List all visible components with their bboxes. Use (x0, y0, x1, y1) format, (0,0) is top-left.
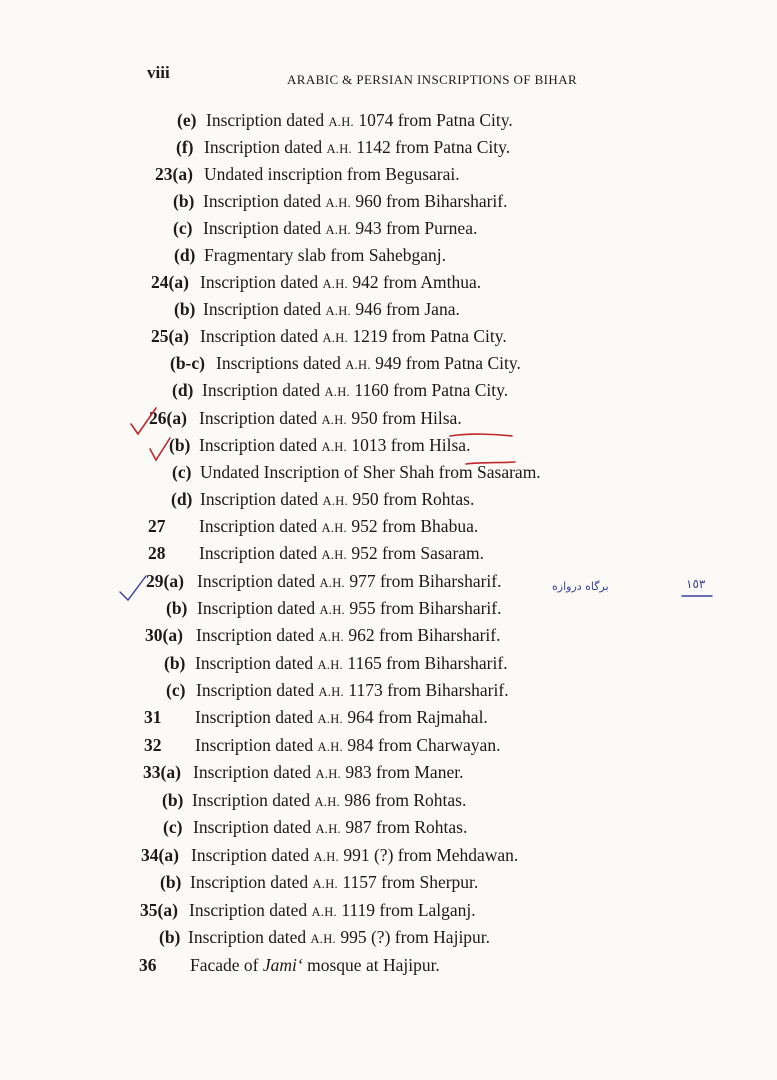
entry-text: Inscription dated (196, 680, 315, 700)
entry-text: Inscription dated (191, 845, 310, 865)
era-label: A.H. (311, 905, 337, 919)
entry-detail: 949 from Patna City. (375, 353, 521, 373)
entry-label: (b) (164, 653, 186, 673)
entry-detail: 955 from Biharsharif. (349, 598, 502, 618)
entry-label: 23(a) (155, 164, 193, 184)
entry-text: Inscription dated (200, 272, 319, 292)
entry-text: Inscription dated (195, 707, 314, 727)
era-label: A.H. (321, 440, 347, 454)
entry-text: Inscriptions dated (216, 353, 341, 373)
entry-label: 31 (144, 707, 162, 727)
entry-detail: 1119 from Lalganj. (341, 900, 476, 920)
era-label: A.H. (318, 630, 344, 644)
era-label: A.H. (324, 385, 350, 399)
entry-label: (b) (173, 191, 195, 211)
entry-detail: 960 from Biharsharif. (355, 191, 508, 211)
entry-label: 32 (144, 735, 162, 755)
entry-label: (f) (176, 137, 194, 157)
page-reference: ١٥٣ (686, 577, 706, 591)
entry-text: Inscription dated (202, 380, 321, 400)
entry-detail: mosque at Hajipur. (307, 955, 440, 975)
entry-text: Inscription dated (197, 598, 316, 618)
entry-detail: 942 from Amthua. (352, 272, 482, 292)
entry-text: Inscription dated (193, 762, 312, 782)
entry-label: 25(a) (151, 326, 189, 346)
era-label: A.H. (319, 603, 345, 617)
entry-label: (c) (173, 218, 193, 238)
era-label: A.H. (312, 877, 338, 891)
era-label: A.H. (322, 331, 348, 345)
check-mark-29a (120, 576, 146, 600)
entry-text: Inscription dated (193, 817, 312, 837)
era-label: A.H. (326, 142, 352, 156)
entry-detail: 964 from Rajmahal. (347, 707, 488, 727)
entry-text: Fragmentary slab from Sahebganj. (204, 245, 447, 265)
entry-text: Inscription dated (190, 872, 309, 892)
entry-text: Undated inscription from Begusarai. (204, 164, 460, 184)
era-label: A.H. (317, 712, 343, 726)
entry-text: Inscription dated (188, 927, 307, 947)
entry-text: Inscription dated (199, 516, 318, 536)
entry-detail: 946 from Jana. (355, 299, 460, 319)
entry-detail: 984 from Charwayan. (347, 735, 501, 755)
entry-detail: 1013 from Hilsa. (351, 435, 471, 455)
era-label: A.H. (317, 658, 343, 672)
era-label: A.H. (313, 850, 339, 864)
check-mark-26b (150, 438, 170, 460)
era-label: A.H. (345, 358, 371, 372)
entry-detail: 943 from Purnea. (355, 218, 478, 238)
entry-text: Inscription dated (206, 110, 325, 130)
entry-label: (b) (169, 435, 191, 455)
era-label: A.H. (325, 196, 351, 210)
entry-detail: 950 from Rohtas. (352, 489, 475, 509)
era-label: A.H. (317, 740, 343, 754)
entry-label: (b) (160, 872, 182, 892)
italic-term: Jami‘ (262, 955, 303, 975)
entry-detail: 1157 from Sherpur. (342, 872, 479, 892)
entry-label: (d) (171, 489, 193, 509)
entry-text: Inscription dated (195, 653, 314, 673)
entry-detail: 977 from Biharsharif. (349, 571, 502, 591)
era-label: A.H. (328, 115, 354, 129)
entry-text: Inscription dated (204, 137, 323, 157)
entry-label: 26(a) (149, 408, 187, 428)
entry-detail: 987 from Rohtas. (345, 817, 468, 837)
entry-label: 28 (148, 543, 166, 563)
entry-label: (c) (166, 680, 186, 700)
entry-label: (b) (166, 598, 188, 618)
running-title: ARABIC & PERSIAN INSCRIPTIONS OF BIHAR (287, 72, 578, 87)
entry-detail: 1219 from Patna City. (352, 326, 507, 346)
era-label: A.H. (325, 304, 351, 318)
page-number: viii (147, 63, 170, 82)
era-label: A.H. (322, 277, 348, 291)
entry-text: Inscription dated (200, 489, 319, 509)
entry-text: Inscription dated (196, 625, 315, 645)
era-label: A.H. (321, 548, 347, 562)
entry-detail: 952 from Bhabua. (351, 516, 479, 536)
entry-text: Inscription dated (203, 218, 322, 238)
entry-label: (e) (177, 110, 197, 130)
era-label: A.H. (310, 932, 336, 946)
entry-label: (c) (163, 817, 183, 837)
entry-label: 29(a) (146, 571, 184, 591)
entry-text: Inscription dated (192, 790, 311, 810)
entry-text: Inscription dated (199, 435, 318, 455)
era-label: A.H. (315, 767, 341, 781)
entry-text: Inscription dated (189, 900, 308, 920)
entry-detail: 1160 from Patna City. (354, 380, 509, 400)
entry-label: 36 (139, 955, 157, 975)
era-label: A.H. (319, 576, 345, 590)
entry-text: Inscription dated (197, 571, 316, 591)
era-label: A.H. (321, 413, 347, 427)
entry-detail: 1173 from Biharsharif. (348, 680, 509, 700)
entry-text: Inscription dated (203, 191, 322, 211)
persian-note: برگاه دروازه (552, 580, 609, 593)
entry-detail: 952 from Sasaram. (351, 543, 485, 563)
entry-text: Inscription dated (200, 326, 319, 346)
entry-text: Undated Inscription of Sher Shah from Sasaram. (200, 462, 541, 482)
era-label: A.H. (318, 685, 344, 699)
entry-detail: 995 (?) from Hajipur. (340, 927, 491, 947)
era-label: A.H. (325, 223, 351, 237)
entry-label: (b) (159, 927, 181, 947)
entry-detail: 991 (?) from Mehdawan. (343, 845, 519, 865)
entry-text: Inscription dated (195, 735, 314, 755)
entry-label: 24(a) (151, 272, 189, 292)
entry-label: 30(a) (145, 625, 183, 645)
entry-label: (b) (174, 299, 196, 319)
entry-label: (b-c) (170, 353, 205, 373)
era-label: A.H. (314, 795, 340, 809)
entry-label: 33(a) (143, 762, 181, 782)
entry-detail: 950 from Hilsa. (351, 408, 462, 428)
entry-label: 35(a) (140, 900, 178, 920)
entry-text: Inscription dated (199, 543, 318, 563)
entry-detail: 983 from Maner. (345, 762, 464, 782)
entry-text: Inscription dated (199, 408, 318, 428)
entry-label: (c) (172, 462, 192, 482)
entry-text: Facade of (190, 955, 259, 975)
era-label: A.H. (315, 822, 341, 836)
entry-label: (d) (174, 245, 196, 265)
entry-label: (d) (172, 380, 194, 400)
entry-label: 27 (148, 516, 166, 536)
entry-text: Inscription dated (203, 299, 322, 319)
entry-detail: 986 from Rohtas. (344, 790, 467, 810)
entry-label: (b) (162, 790, 184, 810)
entry-label: 34(a) (141, 845, 179, 865)
entry-detail: 962 from Biharsharif. (348, 625, 501, 645)
era-label: A.H. (322, 494, 348, 508)
entry-detail: 1142 from Patna City. (356, 137, 511, 157)
entry-detail: 1165 from Biharsharif. (347, 653, 508, 673)
era-label: A.H. (321, 521, 347, 535)
entry-detail: 1074 from Patna City. (358, 110, 513, 130)
